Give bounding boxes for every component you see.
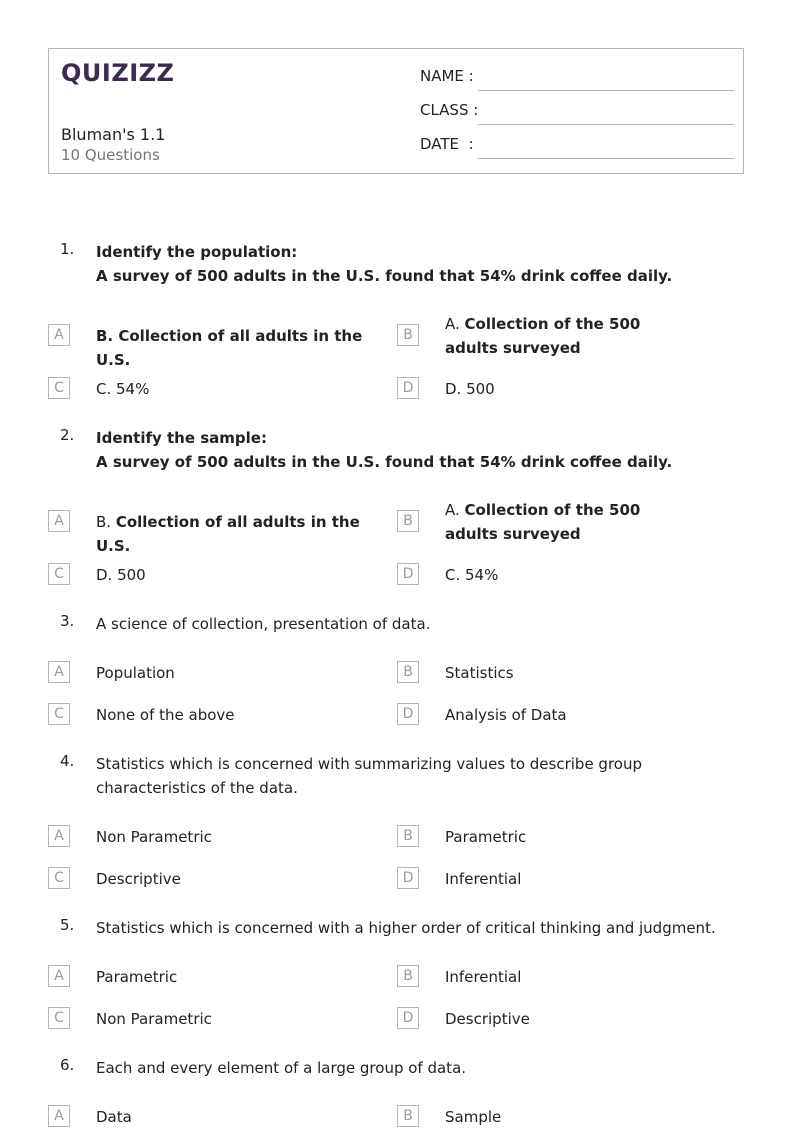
question-line-1: Identify the sample: xyxy=(96,429,267,447)
option-b-box[interactable]: B xyxy=(397,825,419,847)
option-c-text: D. 500 xyxy=(96,566,146,584)
date-field[interactable] xyxy=(420,135,734,159)
date-label: DATE : xyxy=(420,135,474,153)
name-field[interactable] xyxy=(420,67,734,91)
option-prefix: B. xyxy=(96,327,119,345)
option-c-box[interactable]: C xyxy=(48,563,70,585)
option-a-text xyxy=(96,324,396,372)
question-number: 1. xyxy=(60,240,75,258)
option-b-box[interactable]: B xyxy=(397,965,419,987)
option-b-text xyxy=(445,498,695,546)
option-d-box[interactable]: D xyxy=(397,703,419,725)
class-line[interactable] xyxy=(478,124,734,125)
option-b-text: Parametric xyxy=(445,828,527,846)
option-d-text: Descriptive xyxy=(445,1010,530,1028)
option-c-text: Descriptive xyxy=(96,870,181,888)
option-label: Collection of the 500 adults surveyed xyxy=(445,501,641,543)
option-b-box[interactable]: B xyxy=(397,510,419,532)
question-line-1: Identify the population: xyxy=(96,243,298,261)
option-prefix: A. xyxy=(445,501,465,519)
option-a-text: Data xyxy=(96,1108,132,1126)
date-line[interactable] xyxy=(478,158,734,159)
option-b-text xyxy=(445,312,695,360)
question-line-2: A survey of 500 adults in the U.S. found that 54% drink coffee daily. xyxy=(96,267,673,285)
name-line[interactable] xyxy=(478,90,734,91)
option-d-box[interactable]: D xyxy=(397,867,419,889)
option-c-box[interactable]: C xyxy=(48,377,70,399)
option-d-box[interactable]: D xyxy=(397,1007,419,1029)
option-a-text: Population xyxy=(96,664,175,682)
option-a-box[interactable]: A xyxy=(48,324,70,346)
option-a-box[interactable]: A xyxy=(48,965,70,987)
question-text: Each and every element of a large group of data. xyxy=(96,1059,467,1077)
question-number: 6. xyxy=(60,1056,75,1074)
option-a-box[interactable]: A xyxy=(48,661,70,683)
question-number: 5. xyxy=(60,916,75,934)
option-b-text: Sample xyxy=(445,1108,502,1126)
option-b-text: Statistics xyxy=(445,664,514,682)
option-c-box[interactable]: C xyxy=(48,1007,70,1029)
option-b-box[interactable]: B xyxy=(397,661,419,683)
option-b-text: Inferential xyxy=(445,968,522,986)
question-text: Statistics which is concerned with summarizing values to describe group characteristics of the data. xyxy=(96,755,642,797)
option-d-text: Inferential xyxy=(445,870,522,888)
option-a-box[interactable]: A xyxy=(48,825,70,847)
question-text: Statistics which is concerned with a higher order of critical thinking and judgment. xyxy=(96,919,716,937)
option-c-text: C. 54% xyxy=(96,380,150,398)
option-c-text: None of the above xyxy=(96,706,235,724)
option-d-box[interactable]: D xyxy=(397,563,419,585)
question-text: A science of collection, presentation of data. xyxy=(96,615,431,633)
option-b-box[interactable]: B xyxy=(397,1105,419,1127)
option-c-box[interactable]: C xyxy=(48,703,70,725)
option-label: Collection of all adults in the U.S. xyxy=(96,327,363,369)
question-count: 10 Questions xyxy=(61,146,160,164)
option-prefix: A. xyxy=(445,315,465,333)
option-b-box[interactable]: B xyxy=(397,324,419,346)
option-a-text: Parametric xyxy=(96,968,178,986)
option-label: Collection of all adults in the U.S. xyxy=(96,513,360,555)
option-d-text: Analysis of Data xyxy=(445,706,567,724)
question-text xyxy=(96,240,736,288)
option-prefix: B. xyxy=(96,513,116,531)
question-line-2: A survey of 500 adults in the U.S. found that 54% drink coffee daily. xyxy=(96,453,673,471)
name-label: NAME : xyxy=(420,67,474,85)
option-c-text: Non Parametric xyxy=(96,1010,212,1028)
option-c-box[interactable]: C xyxy=(48,867,70,889)
option-a-box[interactable]: A xyxy=(48,510,70,532)
question-number: 4. xyxy=(60,752,75,770)
option-a-text: Non Parametric xyxy=(96,828,212,846)
question-number: 2. xyxy=(60,426,75,444)
option-a-text xyxy=(96,510,396,558)
question-number: 3. xyxy=(60,612,75,630)
option-d-text: C. 54% xyxy=(445,566,499,584)
class-field[interactable] xyxy=(420,101,734,125)
question-text xyxy=(96,426,736,474)
worksheet-header xyxy=(48,48,744,174)
worksheet-title: Bluman's 1.1 xyxy=(61,125,166,144)
option-label: Collection of the 500 adults surveyed xyxy=(445,315,641,357)
option-a-box[interactable]: A xyxy=(48,1105,70,1127)
class-label: CLASS : xyxy=(420,101,479,119)
option-d-box[interactable]: D xyxy=(397,377,419,399)
option-d-text: D. 500 xyxy=(445,380,495,398)
quizizz-logo: QUIZIZZ xyxy=(61,59,175,87)
